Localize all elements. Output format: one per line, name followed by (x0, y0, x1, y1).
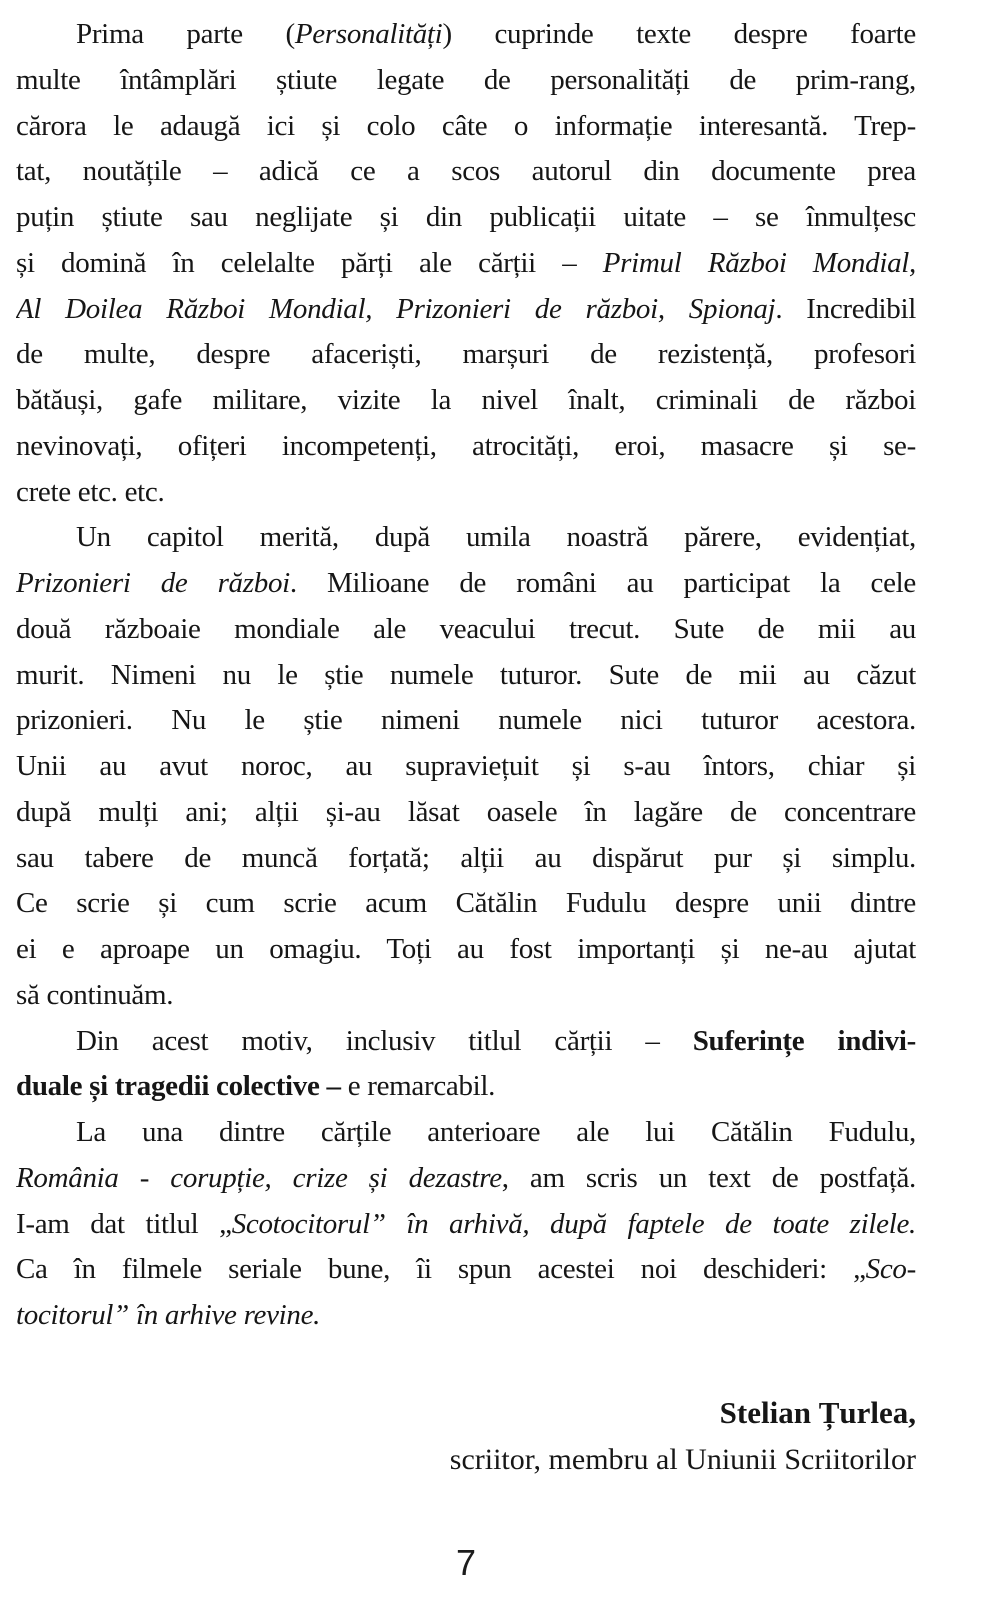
text-run: Unii au avut noroc, au supraviețuit și s-au întors, chiar și (16, 750, 916, 782)
text-run: Al Doilea Război Mondial, Prizonieri de război, Spionaj (16, 292, 776, 325)
text-run: ) cuprinde texte despre foarte (442, 18, 916, 50)
text-line (16, 104, 916, 150)
text-run: Ca în filmele seriale bune, îi spun acestei noi deschideri: „ (16, 1253, 866, 1286)
text-line (16, 561, 916, 607)
text-run: cărora le adaugă ici și colo câte o informație interesantă. Trep- (16, 109, 916, 142)
page-number: 7 (455, 1541, 477, 1583)
text-line (16, 378, 916, 424)
text-line (16, 973, 916, 1019)
text-run: bătăuși, gafe militare, vizite la nivel înalt, criminali de război (16, 384, 916, 416)
text-line (16, 1293, 916, 1339)
text-line (16, 1019, 916, 1065)
text-run: sau tabere de muncă forțată; alții au dispărut pur și simplu. (16, 841, 916, 874)
text-run: duale și tragedii colective – (16, 1070, 348, 1103)
text-run: I-am dat titlul „ (16, 1207, 232, 1240)
text-line (16, 332, 916, 378)
text-run: două războaie mondiale ale veacului trecut. Sute de mii au (16, 612, 916, 645)
text-line (16, 881, 916, 927)
text-run: și domină în celelalte părți ale cărții – (16, 246, 603, 279)
text-line (16, 1064, 916, 1110)
text-run: . Milioane de români au participat la cele (289, 567, 916, 599)
text-line (16, 424, 916, 470)
text-run: România - corupție, crize și dezastre (16, 1161, 502, 1194)
paragraph-4 (16, 1110, 916, 1339)
text-line (16, 195, 916, 241)
text-run: Suferințe indivi- (692, 1024, 916, 1057)
text-run: Din acest motiv, inclusiv titlul cărții – (76, 1024, 693, 1057)
text-run: tat, noutățile – adică ce a scos autorul din documente prea (16, 155, 916, 188)
text-line (16, 1247, 916, 1293)
signature-author-name: Stelian Țurlea, (719, 1394, 916, 1430)
text-run: puțin știute sau neglijate și din publicații uitate – se înmulțesc (16, 201, 916, 233)
text-line (16, 58, 916, 104)
signature-block (16, 1389, 916, 1483)
text-run: nevinovați, ofițeri incompetenți, atrocități, eroi, masacre și se- (16, 429, 916, 462)
text-run: de multe, despre afaceriști, marșuri de rezistență, profesori (16, 338, 916, 371)
text-run: murit. Nimeni nu le știe numele tuturor. Sute de mii au căzut (16, 658, 916, 691)
text-run: Sco- (865, 1253, 916, 1286)
text-line (16, 653, 916, 699)
text-line (16, 607, 916, 653)
text-run: La una dintre cărțile anterioare ale lui Cătălin Fudulu, (76, 1116, 916, 1148)
text-line (16, 287, 916, 333)
signature-author-role: scriitor, membru al Uniunii Scriitorilor (449, 1442, 916, 1476)
text-run: multe întâmplări știute legate de personalități de prim-rang, (16, 63, 916, 96)
paragraph-2 (16, 515, 916, 1018)
text-line (16, 149, 916, 195)
text-run: , am scris un text de postfață. (501, 1161, 916, 1194)
text-run: prizonieri. Nu le știe nimeni numele nici tuturor acestora. (16, 704, 916, 737)
text-line (16, 470, 916, 516)
text-line (16, 1156, 916, 1202)
text-run: crete etc. etc. (16, 475, 165, 508)
text-line (16, 836, 916, 882)
text-line (16, 515, 916, 561)
text-line (16, 241, 916, 287)
text-run: Prizonieri de război (16, 567, 290, 599)
text-run: ei e aproape un omagiu. Toți au fost importanți și ne-au ajutat (16, 933, 916, 965)
text-line (16, 744, 916, 790)
text-run: Scotocitorul” în arhivă, după faptele de toate zilele. (231, 1207, 916, 1240)
text-run: Personalități (294, 18, 443, 50)
text-run: după mulți ani; alții și-au lăsat oasele în lagăre de concentrare (16, 795, 916, 828)
text-run: Un capitol merită, după umila noastră părere, evidențiat, (76, 521, 916, 554)
paragraph-1 (16, 12, 916, 515)
text-run: Ce scrie și cum scrie acum Cătălin Fudulu despre unii dintre (16, 887, 916, 920)
text-line (16, 790, 916, 836)
text-run: Primul Război Mondial, (602, 246, 916, 279)
text-line (16, 1202, 916, 1248)
paragraph-3 (16, 1019, 916, 1111)
body-text (16, 12, 916, 1339)
text-run: e remarcabil. (347, 1070, 496, 1103)
text-line (16, 698, 916, 744)
text-run: să continuăm. (16, 978, 174, 1011)
text-line (16, 1110, 916, 1156)
text-line (16, 12, 916, 58)
text-run: tocitorul” în arhive revine. (16, 1299, 321, 1331)
text-run: Prima parte ( (76, 18, 295, 50)
text-line (16, 927, 916, 973)
page-footer (16, 1543, 916, 1583)
text-run: . Incredibil (775, 292, 916, 325)
